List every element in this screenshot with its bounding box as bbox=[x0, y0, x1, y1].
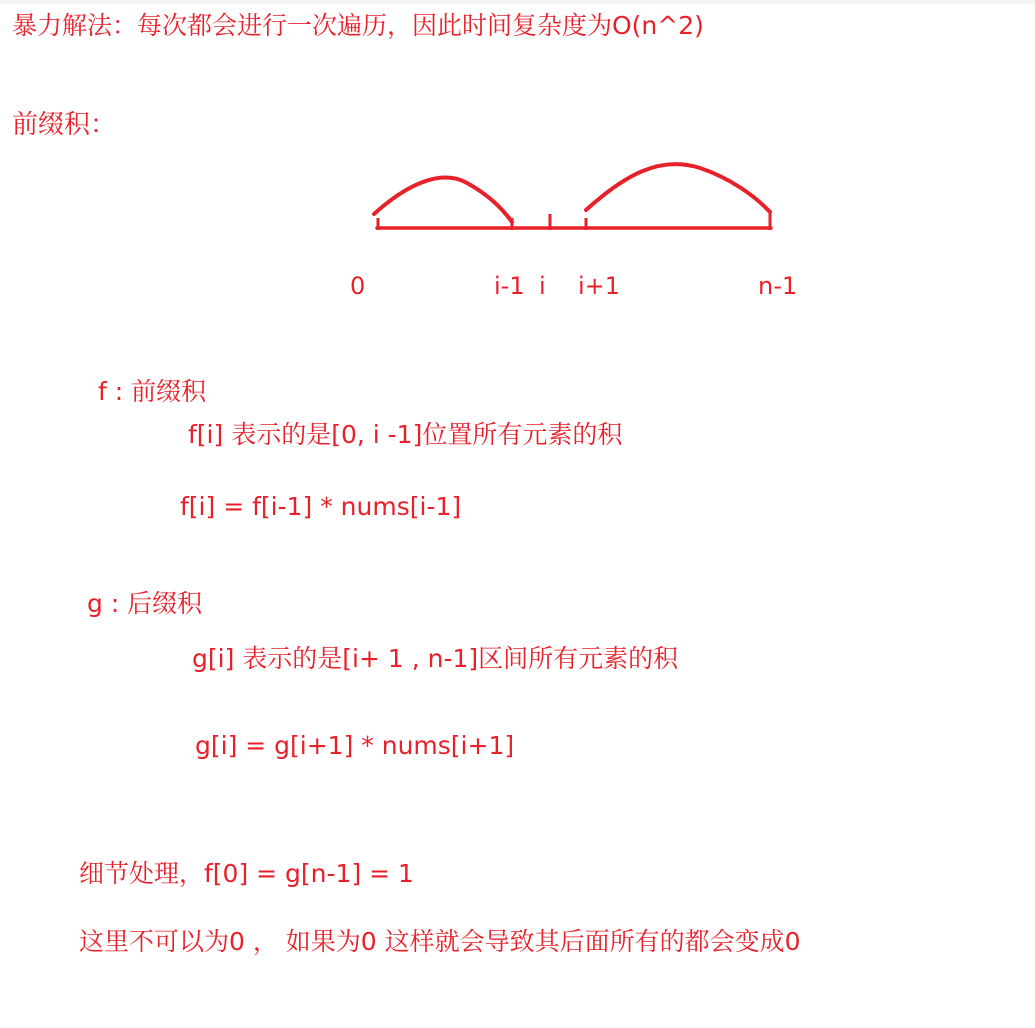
detail-line-1: 细节处理，f[0] = g[n-1] = 1 bbox=[79, 859, 414, 888]
axis-label-i-plus-1: i+1 bbox=[578, 272, 621, 300]
g-formula: g[i] = g[i+1] * nums[i+1] bbox=[195, 731, 515, 760]
brute-force-heading: 暴力解法：每次都会进行一次遍历，因此时间复杂度为O(n^2) bbox=[12, 11, 704, 40]
f-formula: f[i] = f[i-1] * nums[i-1] bbox=[180, 492, 462, 521]
g-section-title: g : 后缀积 bbox=[87, 589, 203, 618]
axis-label-0: 0 bbox=[350, 272, 366, 300]
axis-label-i: i bbox=[539, 272, 546, 300]
axis-label-i-minus-1: i-1 bbox=[494, 272, 525, 300]
axis-label-n-minus-1: n-1 bbox=[758, 272, 798, 300]
suffix-range-arc bbox=[586, 164, 770, 212]
prefix-range-arc bbox=[374, 178, 512, 222]
f-definition: f[i] 表示的是[0, i -1]位置所有元素的积 bbox=[188, 420, 623, 449]
g-definition: g[i] 表示的是[i+ 1 , n-1]区间所有元素的积 bbox=[192, 644, 679, 673]
prefix-heading: 前缀积： bbox=[12, 110, 117, 140]
detail-line-2: 这里不可以为0 ， 如果为0 这样就会导致其后面所有的都会变成0 bbox=[79, 927, 801, 956]
f-section-title: f : 前缀积 bbox=[98, 377, 207, 406]
